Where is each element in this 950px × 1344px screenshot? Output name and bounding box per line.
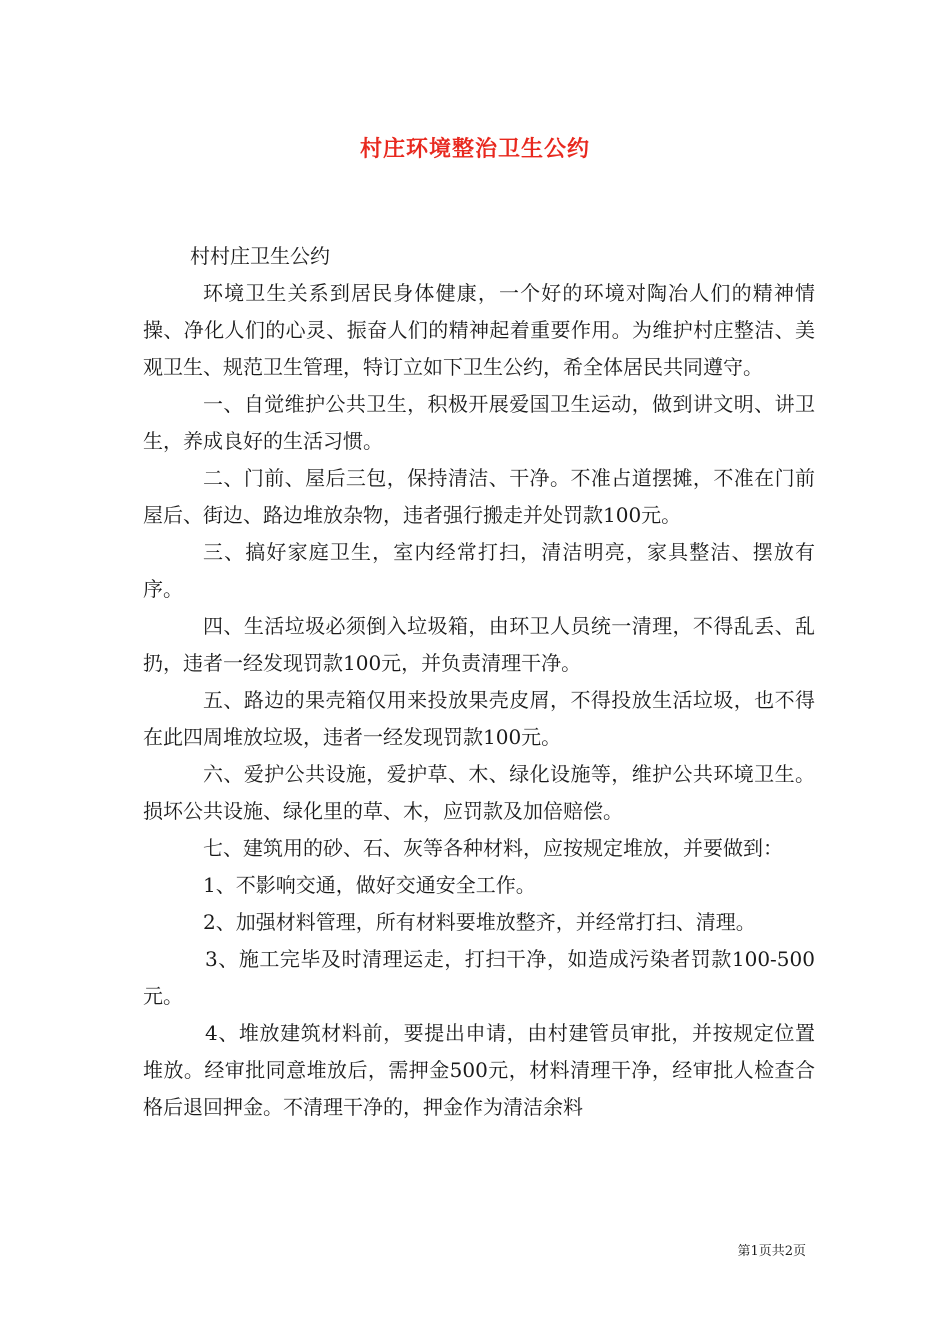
paragraph-subitem-4: 4、堆放建筑材料前，要提出申请，由村建管员审批，并按规定位置堆放。经审批同意堆放后，需押金500元，材料清理干净，经审批人检查合格后退回押金。不清理干净的，押金作为清洁余料 [143,1021,815,1119]
paragraph-rule-7: 七、建筑用的砂、石、灰等各种材料，应按规定堆放，并要做到： [203,836,783,860]
paragraph-subitem-1: 1、不影响交通，做好交通安全工作。 [203,873,536,897]
paragraph-rule-1: 一、自觉维护公共卫生，积极开展爱国卫生运动，做到讲文明、讲卫生，养成良好的生活习惯。 [143,392,815,453]
paragraph-rule-2: 二、门前、屋后三包，保持清洁、干净。不准占道摆摊，不准在门前屋后、街边、路边堆放杂物，违者强行搬走并处罚款100元。 [143,466,815,527]
paragraph-rule-3: 三、搞好家庭卫生，室内经常打扫，清洁明亮，家具整洁、摆放有序。 [143,540,815,601]
paragraph-intro: 环境卫生关系到居民身体健康，一个好的环境对陶冶人们的精神情操、净化人们的心灵、振奋人们的精神起着重要作用。为维护村庄整洁、美观卫生、规范卫生管理，特订立如下卫生公约，希全体居民共同遵守。 [143,281,815,379]
paragraph-rule-4: 四、生活垃圾必须倒入垃圾箱，由环卫人员统一清理，不得乱丢、乱扔，违者一经发现罚款100元，并负责清理干净。 [143,614,815,675]
paragraph-subitem-2: 2、加强材料管理，所有材料要堆放整齐，并经常打扫、清理。 [203,910,756,934]
section-heading: 村村庄卫生公约 [190,244,330,268]
paragraph-rule-6: 六、爱护公共设施，爱护草、木、绿化设施等，维护公共环境卫生。损坏公共设施、绿化里的草、木，应罚款及加倍赔偿。 [143,762,815,823]
paragraph-rule-5: 五、路边的果壳箱仅用来投放果壳皮屑，不得投放生活垃圾，也不得在此四周堆放垃圾，违者一经发现罚款100元。 [143,688,815,749]
document-title: 村庄环境整治卫生公约 [359,136,590,162]
paragraph-subitem-3: 3、施工完毕及时清理运走，打扫干净，如造成污染者罚款100-500元。 [143,947,815,1008]
page-number: 第1页共2页 [737,1244,806,1259]
document-body [143,238,815,1126]
